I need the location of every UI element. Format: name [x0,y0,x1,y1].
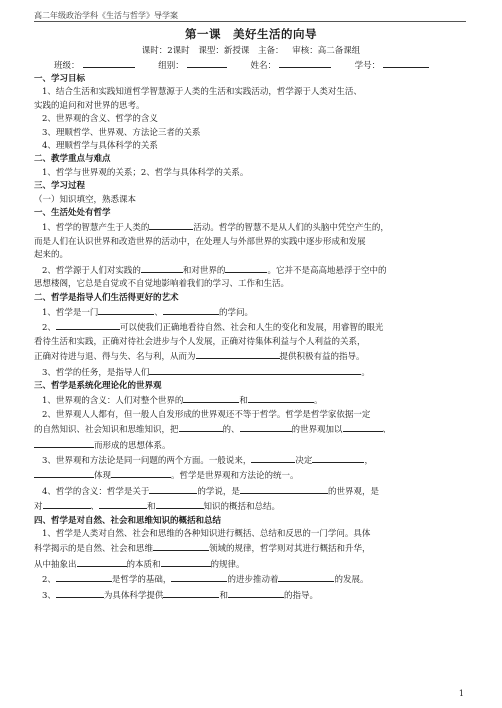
answer-blank[interactable] [248,393,314,403]
answer-blank[interactable] [312,453,364,463]
meta-speaker: 主备： [258,46,284,56]
answer-blank[interactable] [171,572,227,582]
meta-reviewer: 审核：高二备课组 [292,46,361,56]
answer-blank[interactable] [153,541,209,551]
fill-line: 3、世界观和方法论是同一问题的两个方面。一般说来， 决定 ， [34,453,466,468]
answer-blank[interactable] [163,588,219,598]
answer-blank[interactable] [56,588,104,598]
section-heading: 三、学习过程 [34,181,86,192]
fill-line: 4、哲学的含义：哲学是关于 的学说，是 的世界观，是 [34,484,466,499]
fill-line: 对 、 和 知识的概括和总结。 [34,499,466,514]
answer-blank[interactable] [98,305,154,315]
answer-blank[interactable] [141,263,183,273]
fill-line: 从中抽象出 的本质和 的规律。 [34,557,466,572]
answer-blank[interactable] [111,468,171,478]
running-header: 高二年级政治学科《生活与哲学》导学案 [34,11,178,20]
document-body [34,73,466,603]
subsection-label: （一）知识填空，熟悉课本 [34,194,137,205]
fill-line: 而形成的思想体系。 [34,438,466,453]
field-class-label: 班级： [54,61,80,71]
answer-blank[interactable] [343,422,383,432]
fill-line: 2、 可以使我们正确地看待自然、社会和人生的变化和发展，用睿智的眼光 [34,320,466,335]
fill-line: 科学揭示的是自然、社会和思维 领域的规律，哲学则对其进行概括和升华， [34,541,466,556]
lesson-title: 第一课 美好生活的向导 [185,27,317,41]
answer-blank[interactable] [77,557,127,567]
fill-line: 1、哲学是一门 、 的学问。 [34,305,466,320]
answer-blank[interactable] [34,468,94,478]
page-number: 1 [458,689,464,698]
field-name-blank[interactable] [279,58,331,68]
answer-blank[interactable] [99,499,147,509]
answer-blank[interactable] [163,305,219,315]
fill-line: 2、哲学源于人们对实践的 和对世界的 。它并不是高高地悬浮于空中的 [34,263,466,278]
text-line: 1、哲学是人类对自然、社会和思维的各种知识进行概括、总结和反思的一门学问。具体 [42,529,371,539]
part-heading: 一、生活处处有哲学 [34,208,111,219]
field-sid-blank[interactable] [383,58,429,68]
answer-blank[interactable] [251,453,295,463]
answer-blank[interactable] [149,365,361,375]
fill-line: 2、 是哲学的基础， 的进步推动着 的发展。 [34,572,466,587]
objective-4: 4、理顺哲学与具体科学的关系 [42,141,158,152]
fill-line: 1、哲学的智慧产生于人类的 活动。哲学的智慧不是从人们的头脑中凭空产生的， [34,220,466,235]
text-line: 思想楼阁，它总是自觉或不自觉地影响着我们的学习、工作和生活。 [34,279,290,290]
answer-blank[interactable] [179,422,223,432]
part-heading: 四、哲学是对自然、社会和思维知识的概括和总结 [34,515,222,526]
field-sid-label: 学号： [354,61,381,71]
answer-blank[interactable] [196,349,280,359]
answer-blank[interactable] [278,572,334,582]
focus-line: 1、哲学与世界观的关系；2、哲学与具体科学的关系。 [42,167,249,178]
student-info [54,58,432,71]
header-rule [34,21,466,22]
answer-blank[interactable] [161,557,211,567]
objective-2: 2、世界观的含义、哲学的含义 [42,114,158,125]
part-heading: 三、哲学是系统化理论化的世界观 [34,380,162,391]
answer-blank[interactable] [240,422,292,432]
fill-line: 正确对待进与退、得与失、名与利，从而为 提供积极有益的指导。 [34,349,466,364]
meta-type: 课型：新授课 [198,46,250,56]
part-heading: 二、哲学是指导人们生活得更好的艺术 [34,292,179,303]
objective-1-cont: 实践的追问和对世界的思考。 [34,100,145,111]
meta-hours: 课时：2课时 [141,46,190,56]
section-heading: 二、教学重点与难点 [34,154,111,165]
objective-1: 1、结合生活和实践知道哲学智慧源于人类的生活和实践活动，哲学源于人类对生活、 [42,87,362,98]
fill-line: 体现 。哲学是世界观和方法论的统一。 [34,468,466,483]
answer-blank[interactable] [183,393,239,403]
answer-blank[interactable] [149,484,197,494]
answer-blank[interactable] [225,263,267,273]
answer-blank[interactable] [240,484,328,494]
section-heading: 一、学习目标 [34,74,86,84]
text-line: 看待生活和实践，正确对待社会进步与个人发展，正确对待集体利益与个人利益的关系， [34,336,366,347]
fill-line: 3、哲学的任务，是指导人们 。 [34,365,466,380]
answer-blank[interactable] [43,499,91,509]
answer-blank[interactable] [228,588,284,598]
text-line: 而是人们在认识世界和改造世界的活动中，在处理人与外部世界的实践中逐步形成和发展 [34,236,366,247]
fill-line: 3、 为具体科学提供 和 的指导。 [34,588,466,603]
answer-blank[interactable] [56,320,120,330]
fill-line: 的自然知识、社会知识和思维知识，把 的、 的世界观加以 、 [34,422,466,437]
answer-blank[interactable] [56,572,112,582]
field-group-blank[interactable] [187,58,227,68]
answer-blank[interactable] [149,220,193,230]
text-line: 起来的。 [34,250,69,261]
answer-blank[interactable] [34,438,94,448]
field-name-label: 姓名： [250,61,276,71]
fill-line: 1、世界观的含义：人们对整个世界的 和 。 [34,393,466,408]
lesson-meta [0,44,502,56]
text-line: 2、世界观人人都有，但一般人自发形成的世界观还不等于哲学。哲学是哲学家依据一定 [42,409,371,420]
objective-3: 3、理顺哲学、世界观、方法论三者的关系 [42,127,201,138]
answer-blank[interactable] [156,499,204,509]
field-group-label: 组别： [158,61,184,71]
field-class-blank[interactable] [83,58,135,68]
